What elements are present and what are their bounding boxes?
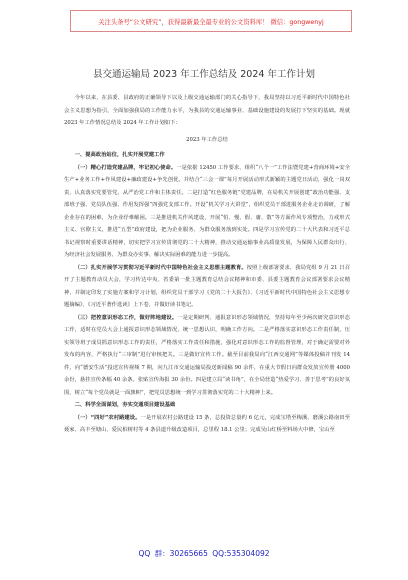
paragraph-3-text: 一是定期研判、通报意识形态领域情况，坚持每年至少两次研究意识形态工作，适时在党员大会上通报意识形态领域情况，统一思想认识，明确工作方向。二是严格落实意识形态工作责任制，压实领导班子成员抓意识形态工作的责任，严格落实工作责任和措施，强化对意识形态工作的监督管理，对于确定需要对外发布的内容，严格执行“三审制”进行审核把关。三是做好宣传工作。截至目前我局向“江西交通网”等媒体投稿并刊发 14 件，向“德安生活”投送宣传视频 7 期，向九江市交通运输局投送新闻稿 90 余件，在重大节假日向群众发放宣传册 4000 余份，悬挂宣传条幅 40 余条。张贴宣传海报 30 余份。四是建立局“读书角”，在全局营造“热爱学习、善于思考”的良好氛围，树立“每个党员就是一面旗帜”，把党员思想统一到学习贯彻落实党的二十大精神上来。 <box>64 314 350 396</box>
paragraph-1-lead: （一）精心打造党建品牌，牢记初心使命。 <box>74 164 177 171</box>
promo-banner-text: 关注头条号“公文研究”，获得最新最全最专业的公文资料库！ 微信：gongwenyj <box>98 18 324 26</box>
paragraph-4-lead: （一）“四好”农村路建设。 <box>74 414 141 421</box>
section-title: 2023 年工作总结 <box>186 136 228 143</box>
paragraph-3 <box>64 312 350 400</box>
footer-contact: QQ 群：30265665 QQ:535304092 <box>138 549 270 558</box>
intro-paragraph: 今年以来，在县委、县政府的正确领导下以及上级交通运输部门的关心指导下，我局坚持以习近平新时代中国特色社会主义思想为指引，全面加强我局的工作能力水平，为我县的交通运输事业、基础设施建设的发展打下坚实的基础。现就 2023 年工作情况总结及 2024 年工作计划如下： <box>64 95 350 126</box>
paragraph-4-text: 一是开展农村公路建设 15 条，总投资总量约 6 亿元，完成宝塔至梅溪、磨溪公路南田至聂家、高丰至塘山、爱民柏树村等 4 条县道升级改造项目，总里程 18.1 公里；完成吴山红桥至料场大中修，宝山至 <box>64 414 350 433</box>
paragraph-2-lead: （二）扎实开展学习贯彻习近平新时代中国特色社会主义思想主题教育。 <box>74 264 247 271</box>
document-body <box>64 92 350 437</box>
document-title: 县交通运输局 2023 年工作总结及 2024 年工作计划 <box>93 69 315 80</box>
paragraph-3-lead: （三）把控意识形态工作，做好阵地建设。 <box>74 314 178 321</box>
paragraph-1 <box>64 162 350 262</box>
paragraph-2-text: 按照上级部署要求，我局党组 9 月 21 日召开了主题教育动员大会，学习传达中央、省委第一批主题教育总结会议精神和市委、县委主题教育会议部署要求会议精神，并制定印发了实施方案和学习计划，组织党员干部学习《党的二十大报告》、《习近平新时代中国特色社会主义思想专题摘编》、《习近平著作选读》上下卷，并做好读书笔记。 <box>64 264 350 308</box>
paragraph-1-text: 一是依据 12450 工作要求，组织“八个一”工作法暨党建+营商环境+安全生产+业务工作+作风建设+廉政建设+争先创优，并结合“三会一课”每月开展活动形式新颖的主题党日活动，强化一岗双责、认真落实党要管党、从严治党工作和主体责任。二是打造“红色服务链”党建品牌，在局机关开展创建“政治功能强、支部班子强、党员队伍强、作用发挥强”四强党支部工作。开设“机关学习大讲堂”，组织党员干部进服务企业走访调研，了解企业存在的困难，为企业纾难解困。三是推进机关作风建设，开展“怕、慢、假、庸、散”等方面作风专项整治，力戒形式主义、官僚主义，推进“五型”政府建设，把为企业服务、为群众服务落到实处。四是学习宣传党的二十大代表和习近平总书记视察时重要讲话精神，切实把学习宣传贯彻党的二十大精神，推动交通运输事业高质量发展，为保障人民群众出行、为经济社会发展服务、为群众办实事、解决实际困难的能力进一步提高。 <box>64 164 350 258</box>
paragraph-4 <box>64 412 350 437</box>
heading-2: 二、科学全面谋划，夯实交通项目建设基础 <box>74 402 176 408</box>
promo-banner <box>70 10 352 32</box>
paragraph-2 <box>64 262 350 312</box>
heading-1: 一、提高政治站位，扎实开展党建工作 <box>74 152 165 158</box>
